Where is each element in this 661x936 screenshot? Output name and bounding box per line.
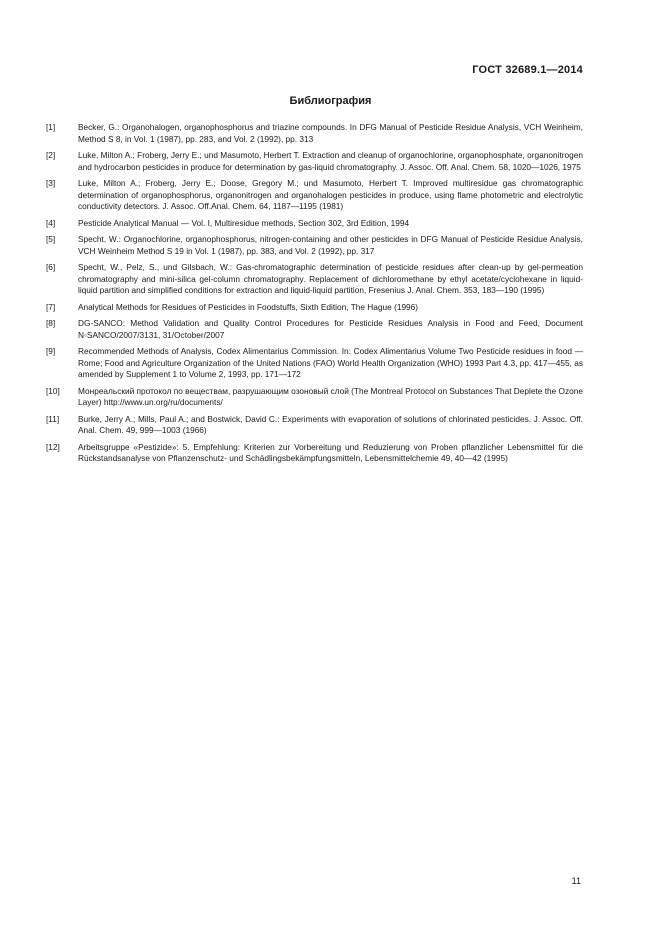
page-number: 11 bbox=[571, 876, 581, 886]
bibliography-entry bbox=[46, 302, 583, 314]
entry-text: Монреальский протокол по веществам, разрушающим озоновый слой (The Montreal Protocol on Substances That Deplete the Ozone Layer) http://www.un.org/ru/documents/ bbox=[78, 385, 583, 407]
bibliography-entry bbox=[46, 178, 583, 213]
entry-number: [10] bbox=[46, 385, 60, 396]
bibliography-entry bbox=[46, 122, 583, 145]
entry-text: DG-SANCO: Method Validation and Quality Control Procedures for Pesticide Residues Analysis in Food and Feed, Document N◦SANCO/2007/3131, 31/October/2007 bbox=[78, 318, 583, 340]
bibliography-entry bbox=[46, 346, 583, 381]
entry-text: Specht, W.: Organochlorine, organophosphorus, nitrogen-containing and other pesticides in DFG Manual of Pesticide Residue Analysis, VCH Weinheim Method S 19 in Vol. 1 (1987), pp. 383, and Vol. 2 (1992), pp. 317 bbox=[78, 234, 583, 256]
entry-text: Recommended Methods of Analysis, Codex Alimentarius Commission. In: Codex Alimentarius Volume Two Pesticide residues in food — Rome; Food and Agriculture Organization of the United Nations (FAO) World Health Organization (WHO) 1993 Part 4.3, pp. 417—455, as amended by Supplement 1 to Volume 2, 1993, pp. 171—172 bbox=[78, 346, 583, 379]
entry-number: [1] bbox=[46, 122, 56, 132]
entry-number: [8] bbox=[46, 318, 56, 328]
entry-text: Burke, Jerry A.; Mills, Paul A.; and Bostwick, David C.: Experiments with evaporation of solutions of chlorinated pesticides. J. Assoc. Off. Anal. Chem. 49, 999—1003 (1966) bbox=[78, 413, 583, 435]
bibliography-entry bbox=[46, 386, 583, 409]
bibliography-entry bbox=[46, 414, 583, 437]
entry-number: [6] bbox=[46, 262, 56, 272]
bibliography-entry bbox=[46, 442, 583, 465]
entry-number: [11] bbox=[46, 413, 60, 424]
entry-text: Analytical Methods for Residues of Pesticides in Foodstuffs, Sixth Edition, The Hague (1996) bbox=[78, 301, 419, 312]
page-title: Библиография bbox=[289, 95, 372, 107]
bibliography-list bbox=[46, 122, 583, 470]
entry-text: Specht, W., Pelz, S., und Gilsbach, W.: Gas-chromatographic determination of pesticide residues after clean-up by gel-permeation chromatography and mini-silica gel-column chromatography. Replacement of dichloromethane by ethyl acetate/cyclohexane in liquid-liquid partition and simplified conditions for extraction and liquid-liquid partition, Fresenius J. Anal. Chem. 353, 183—190 (1995) bbox=[78, 262, 583, 295]
entry-text: Arbeitsgruppe «Pestizide»: 5. Empfehlung: Kriterien zur Vorbereitung und Reduzierung von Proben pflanzlicher Lebensmittel für die Rückstandsanalyse von Pflanzenschutz- und Schädlingsbekämpfungsmitteln, Lebensmittelchemie 49, 40—42 (1995) bbox=[78, 441, 583, 463]
entry-number: [3] bbox=[46, 178, 56, 188]
entry-number: [2] bbox=[46, 150, 56, 160]
bibliography-entry bbox=[46, 318, 583, 341]
entry-text: Pesticide Analytical Manual — Vol. I, Multiresidue methods, Section 302, 3rd Edition, 1994 bbox=[78, 217, 410, 228]
entry-text: Becker, G.: Organohalogen, organophosphorus and triazine compounds. In DFG Manual of Pesticide Residue Analysis, VCH Weinheim, Method S 8, in Vol. 1 (1987), pp. 283, and Vol. 2 (1992), pp. 313 bbox=[78, 122, 583, 144]
bibliography-entry bbox=[46, 150, 583, 173]
entry-number: [12] bbox=[46, 441, 60, 452]
entry-text: Luke, Milton A.; Froberg, Jerry E.; Doose, Gregory M.; und Masumoto, Herbert T. Improved multiresidue gas chromatographic determination of organophosphorus, organonitrogen and organohalogen pesticides in produce, using flame photometric and electrolytic conductivity detectors. J. Assoc. Off.Anal. Chem. 64, 1187—1195 (1981) bbox=[78, 178, 583, 211]
entry-number: [7] bbox=[46, 301, 56, 312]
entry-number: [9] bbox=[46, 346, 56, 356]
bibliography-entry bbox=[46, 218, 583, 230]
entry-number: [4] bbox=[46, 217, 56, 228]
bibliography-entry bbox=[46, 234, 583, 257]
bibliography-entry bbox=[46, 262, 583, 297]
entry-text: Luke, Milton A.; Froberg, Jerry E.; und Masumoto, Herbert T. Extraction and cleanup of organochlorine, organophosphate, organonitrogen and hydrocarbon pesticides in produce for determination by gas-liquid chromatography. J. Assoc. Off. Anal. Chem. 58, 1020—1026, 1975 bbox=[78, 150, 583, 172]
standard-header: ГОСТ 32689.1—2014 bbox=[472, 64, 583, 76]
entry-number: [5] bbox=[46, 234, 56, 244]
